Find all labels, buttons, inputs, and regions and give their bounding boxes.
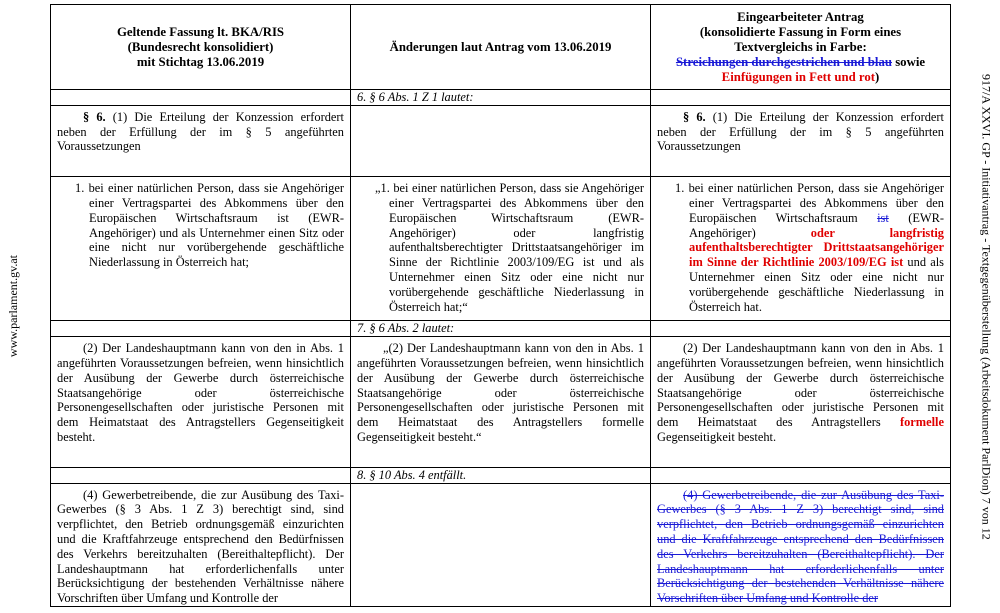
table-row — [51, 105, 951, 176]
deleted-text: (4) Gewerbetreibende, die zur Ausübung des Taxi-Gewerbes (§ 3 Abs. 1 Z 3) berechtigt sind, sind verpflichtet, den Betrieb ordnungsgemäß einzurichten und die Kraftfahrzeuge entsprechend den Bedürfnissen des Verkehrs bereitzuhalten (Bereithaltepflicht). Der Landeshauptmann hat erforderlichenfalls unter Berücksichtigung der bestehenden Verhältnisse nähere Vorschriften über Umfang und Kontrolle der — [657, 487, 944, 606]
table-row — [51, 467, 951, 483]
header-changes: Änderungen laut Antrag vom 13.06.2019 — [351, 5, 651, 90]
para6-1-merged: § 6. (1) Die Erteilung der Konzession erfordert neben der Erfüllung der im § 5 angeführten Voraussetzungen — [651, 105, 951, 176]
header-merged-version: Eingearbeiteter Antrag (konsolidierte Fassung in Form eines Textvergleichs in Farbe: Streichungen durchgestrichen und blau sowie Einfügungen in Fett und rot) — [651, 5, 951, 90]
abs4-current: (4) Gewerbetreibende, die zur Ausübung des Taxi-Gewerbes (§ 3 Abs. 1 Z 3) berechtigt sind, sind verpflichtet, den Betrieb ordnungsgemäß einzurichten und die Kraftfahrzeuge entsprechend den Bedürfnissen des Verkehrs bereitzuhalten (Bereithaltepflicht). Der Landeshauptmann hat erforderlichenfalls unter Berücksichtigung der bestehenden Verhältnisse nähere Vorschriften über Umfang und Kontrolle der — [51, 483, 351, 606]
comparison-table — [50, 4, 951, 607]
legend-insertions: Einfügungen in Fett und rot — [721, 69, 876, 84]
table-row — [51, 177, 951, 321]
abs2-new: „(2) Der Landeshauptmann kann von den in Abs. 1 angeführten Voraussetzungen befreien, wenn hinsichtlich der Ausübung der Gewerbe durch österreichische Staatsangehörige oder österreichische Personengesellschaften oder juristische Personen mit dem Heimatstaat des Antragstellers formelle Gegenseitigkeit besteht.“ — [351, 337, 651, 468]
header-current-version: Geltende Fassung lt. BKA/RIS (Bundesrecht konsolidiert) mit Stichtag 13.06.2019 — [51, 5, 351, 90]
abs2-current: (2) Der Landeshauptmann kann von den in Abs. 1 angeführten Voraussetzungen befreien, wenn hinsichtlich der Ausübung der Gewerbe durch österreichische Staatsangehörige oder österreichische Personengesellschaften oder juristische Personen mit dem Heimatstaat des Antragstellers Gegenseitigkeit besteht. — [51, 337, 351, 468]
table-row — [51, 321, 951, 337]
legend-deletions: Streichungen durchgestrichen und blau — [675, 54, 892, 69]
z1-merged: 1. bei einer natürlichen Person, dass sie Angehöriger einer Vertragspartei des Abkommens über den Europäischen Wirtschaftsraum ist (EWR-Angehöriger) oder langfristig aufenthaltsberechtigter Drittstaatsangehöriger im Sinne der Richtlinie 2003/109/EG ist und als Unternehmer einen Sitz oder eine nicht nur vorübergehende geschäftliche Niederlassung in Österreich hat. — [651, 177, 951, 321]
abs2-merged: (2) Der Landeshauptmann kann von den in Abs. 1 angeführten Voraussetzungen befreien, wenn hinsichtlich der Ausübung der Gewerbe durch österreichische Staatsangehörige oder österreichische Personengesellschaften oder juristische Personen mit dem Heimatstaat des Antragstellers formelle Gegenseitigkeit besteht. — [651, 337, 951, 468]
right-margin — [974, 0, 998, 613]
amendment-instruction-7: 7. § 6 Abs. 2 lautet: — [351, 321, 651, 337]
document-reference: 917/A XXVI. GP - Initiativantrag - Textgegenüberstellung (Arbeitsdokument ParlDion) 7 von 12 — [979, 73, 994, 540]
header-row — [51, 5, 951, 90]
para6-1-current: § 6. (1) Die Erteilung der Konzession erfordert neben der Erfüllung der im § 5 angeführten Voraussetzungen — [51, 105, 351, 176]
z1-current: 1. bei einer natürlichen Person, dass sie Angehöriger einer Vertragspartei des Abkommens über den Europäischen Wirtschaftsraum ist (EWR-Angehöriger) und als Unternehmer einen Sitz oder eine nicht nur vorübergehende geschäftliche Niederlassung in Österreich hat; — [51, 177, 351, 321]
amendment-instruction-8: 8. § 10 Abs. 4 entfällt. — [351, 467, 651, 483]
z1-new: „1. bei einer natürlichen Person, dass sie Angehöriger einer Vertragspartei des Abkommens über den Europäischen Wirtschaftsraum (EWR-Angehöriger) oder langfristig aufenthaltsberechtigter Drittstaatsangehöriger im Sinne der Richtlinie 2003/109/EG ist und als Unternehmer einen Sitz oder eine nicht nur vorübergehende geschäftliche Niederlassung in Österreich hat;“ — [351, 177, 651, 321]
parliament-url: www.parlament.gv.at — [5, 255, 20, 358]
abs4-merged — [651, 483, 951, 606]
amendment-instruction-6: 6. § 6 Abs. 1 Z 1 lautet: — [351, 90, 651, 106]
deleted-text: ist — [877, 210, 889, 225]
table-row — [51, 483, 951, 606]
table-row — [51, 90, 951, 106]
left-margin — [2, 0, 24, 613]
inserted-text: formelle — [899, 415, 944, 430]
table-row — [51, 337, 951, 468]
inserted-text: oder langfristig aufenthaltsberechtigter Drittstaatsangehöriger im Sinne der Richtlinie 2003/109/EG ist — [689, 225, 944, 270]
